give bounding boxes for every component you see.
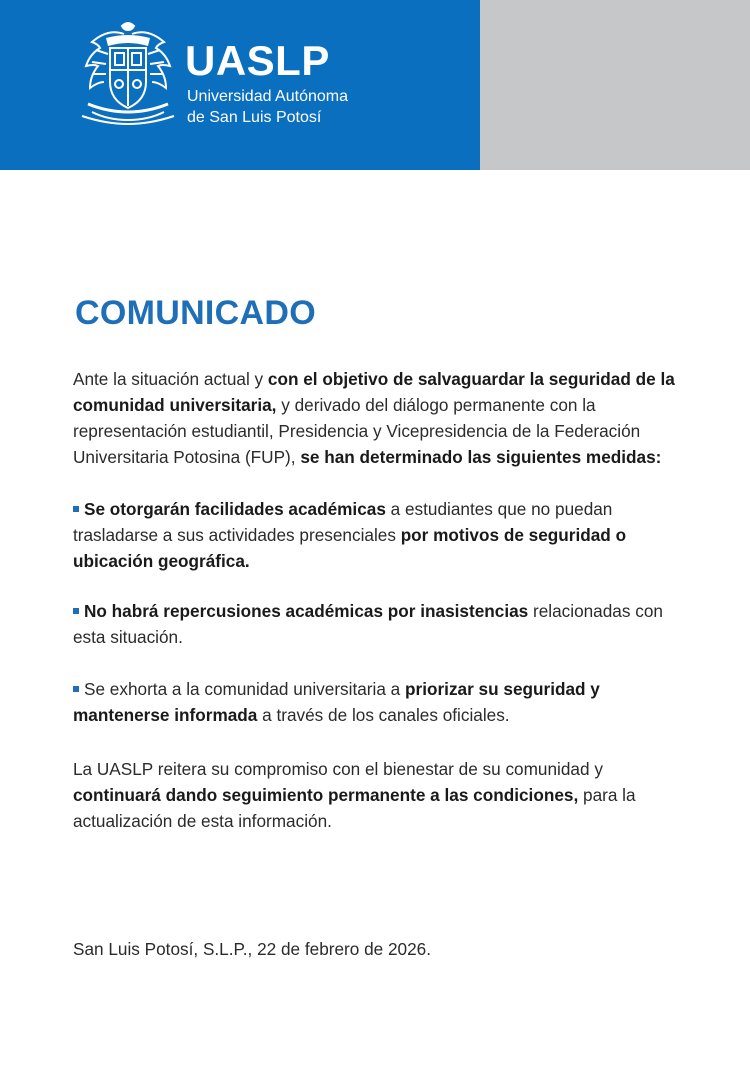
measure-item [73,598,683,650]
date-line: San Luis Potosí, S.L.P., 22 de febrero de 2026. [73,939,432,959]
closing-bold-1: continuará dando seguimiento permanente a las condiciones, [73,785,579,805]
page-header [0,0,750,170]
intro-bold-2: se han determinado las siguientes medidas: [300,447,662,467]
measure-item [73,676,683,728]
intro-text-2: y derivado del diálogo permanente con la representación estudiantil, Presidencia y Vicepresidencia de la Federación Universitaria Potosina (FUP), [73,395,641,467]
measure-2-bold-1: No habrá repercusiones académicas por inasistencias [84,601,529,621]
closing-paragraph [73,756,683,834]
document-title: COMUNICADO [75,294,316,332]
measure-2-text-1: relacionadas con esta situación. [73,601,663,647]
measure-1-bold-2: por motivos de seguridad o ubicación geográfica. [73,525,627,571]
intro-paragraph [73,366,683,470]
measure-item [73,496,683,574]
brand-subtitle-line2: de San Luis Potosí [187,109,322,126]
intro-bold-1: con el objetivo de salvaguardar la seguridad de la comunidad universitaria, [73,369,675,415]
university-crest-icon [78,20,178,132]
brand-subtitle-line1: Universidad Autónoma [187,88,348,105]
intro-text-1: Ante la situación actual y [73,369,268,389]
measure-3-text-2: a través de los canales oficiales. [257,705,510,725]
bullet-square-icon [73,506,79,512]
brand-name: UASLP [185,37,330,84]
bullet-square-icon [73,686,79,692]
measure-1-text-1: a estudiantes que no puedan trasladarse a sus actividades presenciales [73,499,613,545]
brand-subtitle [187,86,348,128]
measure-1-bold-1: Se otorgarán facilidades académicas [84,499,386,519]
header-blue-panel [0,0,480,170]
closing-text-1: La UASLP reitera su compromiso con el bienestar de su comunidad y [73,759,603,779]
measure-3-bold-1: priorizar su seguridad y mantenerse informada [73,679,600,725]
bullet-square-icon [73,608,79,614]
measure-3-text-1: Se exhorta a la comunidad universitaria a [84,679,406,699]
closing-text-2: para la actualización de esta información. [73,785,636,831]
header-gray-panel [480,0,750,170]
